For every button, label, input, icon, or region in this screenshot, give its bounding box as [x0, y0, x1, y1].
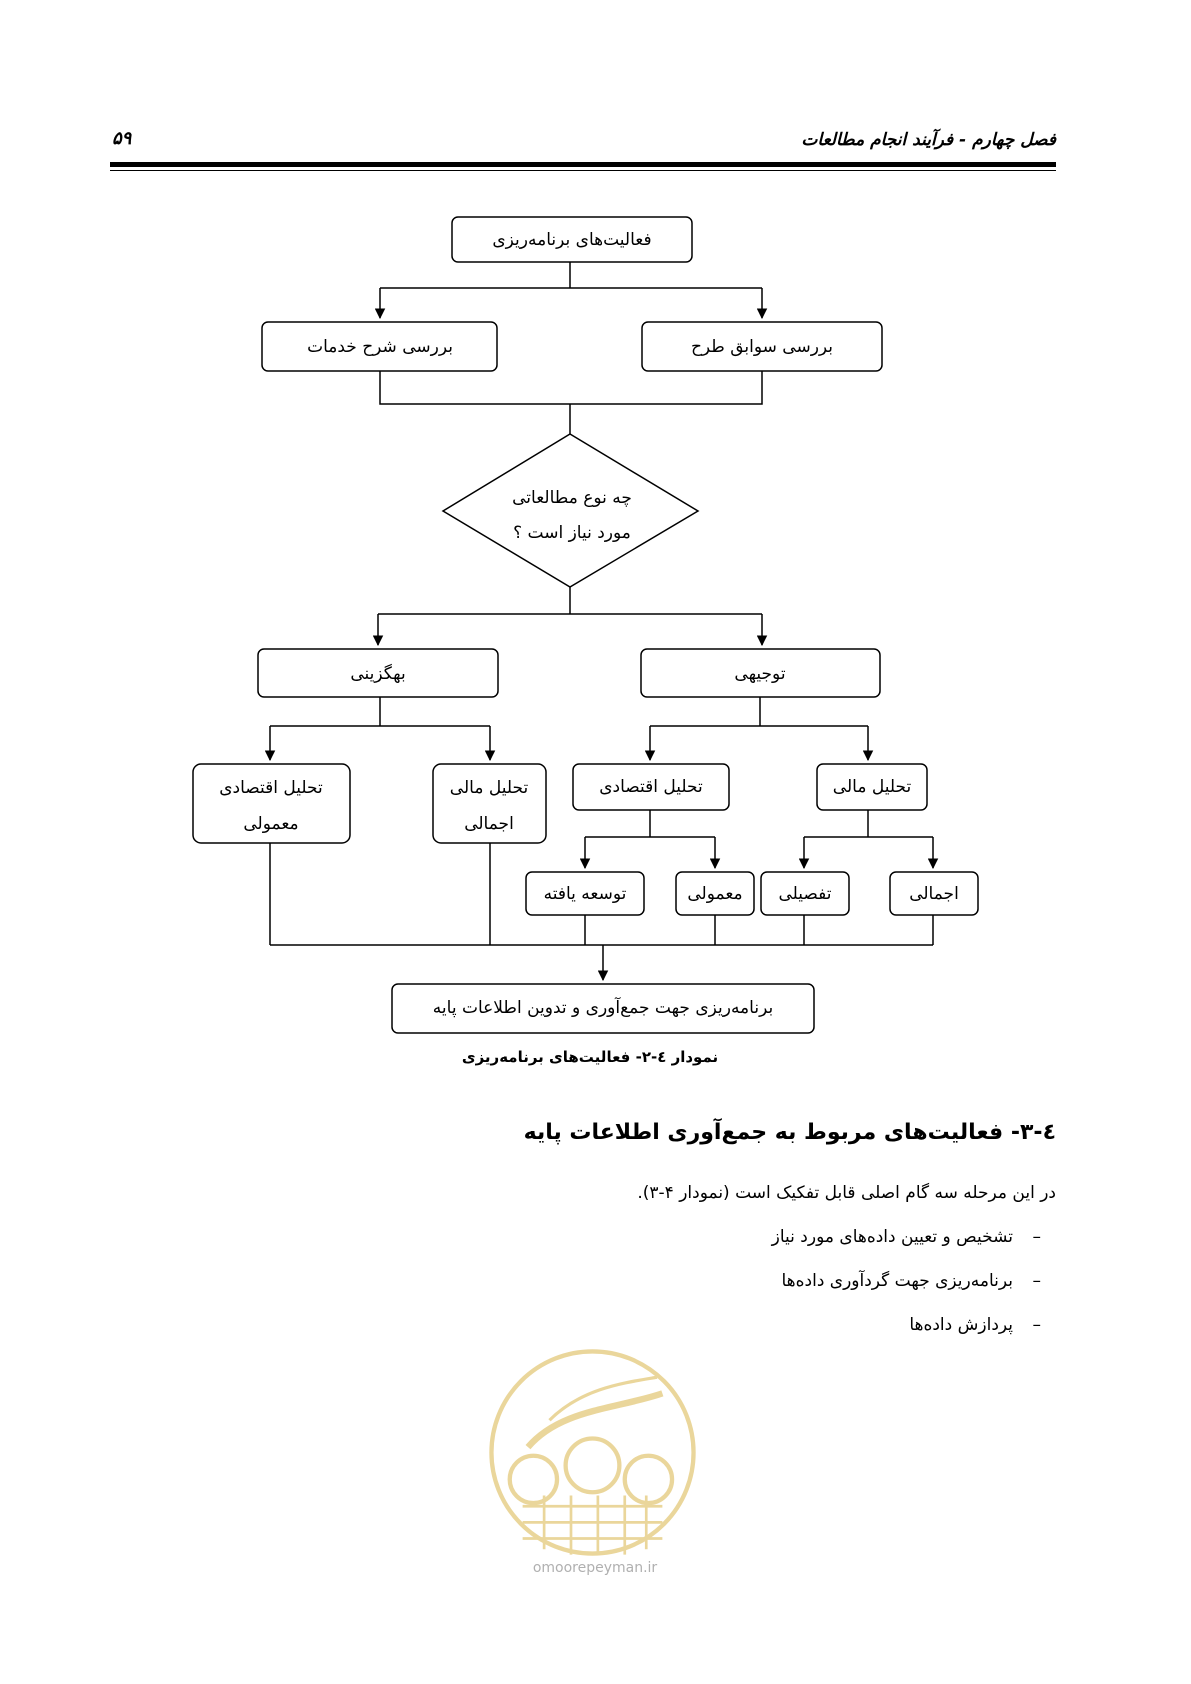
- review-services-label: بررسی شرح خدمات: [307, 337, 453, 357]
- opt-financial-label-line1: تحلیل مالی: [449, 778, 529, 798]
- watermark-url: omoorepeyman.ir: [532, 1560, 658, 1576]
- bullet-dash: –: [1032, 1271, 1041, 1291]
- list-item-text: برنامه‌ریزی جهت گردآوری داده‌ها: [781, 1271, 1013, 1291]
- list-item: [772, 1225, 1041, 1269]
- list-item: [772, 1269, 1041, 1313]
- list-item: [772, 1313, 1041, 1357]
- intro-paragraph: در این مرحله سه گام اصلی قابل تفکیک است (نمودار ۴-۳).: [637, 1183, 1056, 1203]
- decision-label-line1: چه نوع مطالعاتی: [512, 488, 632, 508]
- economic-analysis-label: تحلیل اقتصادی: [599, 777, 703, 797]
- bullet-dash: –: [1032, 1315, 1041, 1335]
- opt-financial-label-line2: اجمالی: [464, 814, 514, 834]
- decision-diamond: [443, 434, 698, 587]
- bullet-dash: –: [1032, 1227, 1041, 1247]
- running-title: فصل چهارم - فرآیند انجام مطالعات: [801, 130, 1056, 150]
- step-list: [772, 1225, 1041, 1357]
- opt-economic-label-line2: معمولی: [243, 814, 299, 834]
- page-number: ۵۹: [112, 128, 132, 149]
- justification-label: توجیهی: [734, 664, 786, 684]
- financial-analysis-label: تحلیل مالی: [832, 777, 912, 797]
- watermark-logo: [485, 1345, 700, 1560]
- figure-caption: نمودار ٤-٢- فعالیت‌های برنامه‌ریزی: [461, 1048, 719, 1066]
- decision-label-line2: مورد نیاز است ؟: [513, 523, 631, 543]
- summary-label: اجمالی: [909, 884, 959, 904]
- root-label: فعالیت‌های برنامه‌ریزی: [492, 230, 652, 250]
- review-background-label: بررسی سوابق طرح: [690, 337, 834, 357]
- opt-economic-label-line1: تحلیل اقتصادی: [219, 778, 323, 798]
- list-item-text: تشخیص و تعیین داده‌های مورد نیاز: [771, 1227, 1013, 1247]
- detailed-label: تفصیلی: [778, 884, 832, 904]
- section-heading: ٤-٣- فعالیت‌های مربوط به جمع‌آوری اطلاعات پایه: [523, 1120, 1056, 1145]
- optimization-label: بهگزینی: [350, 664, 406, 684]
- list-item-text: پردازش داده‌ها: [909, 1315, 1013, 1335]
- ordinary-label: معمولی: [687, 884, 743, 904]
- final-label: برنامه‌ریزی جهت جمع‌آوری و تدوین اطلاعات پایه: [432, 998, 774, 1018]
- developed-label: توسعه یافته: [543, 884, 627, 904]
